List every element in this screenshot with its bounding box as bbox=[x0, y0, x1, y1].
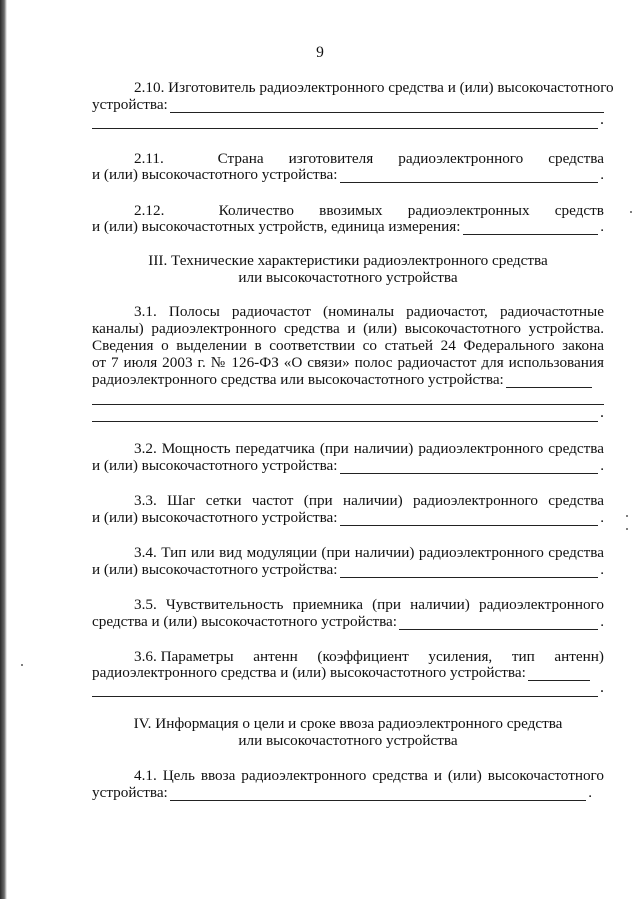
item-3-5-label: средства и (или) высокочастотного устройства: bbox=[92, 613, 398, 630]
item-3-4-field[interactable] bbox=[340, 563, 599, 578]
section-3-heading-line2: или высокочастотного устройства bbox=[238, 269, 458, 286]
end-period: . bbox=[600, 166, 604, 183]
end-period: . bbox=[588, 784, 592, 801]
item-3-2-field[interactable] bbox=[340, 459, 599, 474]
page-number: 9 bbox=[316, 44, 324, 61]
item-3-6-word: антенн) bbox=[554, 648, 604, 665]
section-4-heading-line2: или высокочастотного устройства bbox=[238, 732, 458, 749]
item-2-11-word: изготовителя bbox=[288, 150, 374, 167]
scan-speck bbox=[21, 664, 23, 666]
item-2-10-text: Изготовитель радиоэлектронного средства и (или) высокочастотного bbox=[168, 79, 614, 96]
item-2-11-word: средства bbox=[548, 150, 604, 167]
item-3-1-field-extra-2 bbox=[92, 406, 604, 422]
item-3-5-line1: 3.5. Чувствительность приемника (при наличии) радиоэлектронного bbox=[134, 596, 604, 613]
item-3-6-word: (коэффициент bbox=[317, 648, 409, 665]
item-3-4-line2 bbox=[92, 560, 604, 578]
item-4-1-line2 bbox=[92, 783, 592, 801]
section-4-heading-line1: IV. Информация о цели и сроке ввоза радиоэлектронного средства bbox=[133, 715, 563, 732]
item-2-12-word: средств bbox=[554, 202, 604, 219]
item-2-12-label: и (или) высокочастотных устройств, единица измерения: bbox=[92, 218, 461, 235]
item-3-1-field[interactable] bbox=[506, 373, 592, 388]
item-2-12-word: радиоэлектронных bbox=[407, 202, 530, 219]
item-3-1-line2: каналы) радиоэлектронного средства и (или) высокочастотного устройства. bbox=[92, 320, 604, 337]
item-3-6-label: радиоэлектронного средства и (или) высокочастотного устройства: bbox=[92, 664, 526, 681]
item-2-12-field[interactable] bbox=[463, 220, 599, 235]
item-3-1-field-line3[interactable] bbox=[92, 407, 598, 422]
item-4-1-label: устройства: bbox=[92, 784, 168, 801]
section-3-heading-line1: III. Технические характеристики радиоэлектронного средства bbox=[148, 252, 548, 269]
item-2-12-line2 bbox=[92, 217, 604, 235]
item-3-6-field[interactable] bbox=[528, 666, 590, 681]
end-period: . bbox=[600, 613, 604, 630]
scan-speck bbox=[626, 515, 628, 517]
end-period: . bbox=[600, 509, 604, 526]
item-4-1-field[interactable] bbox=[170, 786, 586, 801]
end-period: . bbox=[600, 218, 604, 235]
item-3-6-word: тип bbox=[511, 648, 535, 665]
item-2-11-field[interactable] bbox=[340, 168, 599, 183]
item-2-10-field-line2[interactable] bbox=[92, 114, 598, 129]
item-2-11-line2 bbox=[92, 165, 604, 183]
item-3-4-line1: 3.4. Тип или вид модуляции (при наличии) радиоэлектронного средства bbox=[134, 544, 604, 561]
end-period: . bbox=[600, 457, 604, 474]
item-2-10-label: устройства: bbox=[92, 96, 168, 113]
item-3-1-field-line2[interactable] bbox=[92, 390, 604, 405]
scan-speck bbox=[626, 528, 628, 530]
item-3-2-label: и (или) высокочастотного устройства: bbox=[92, 457, 338, 474]
item-3-6-field-extra bbox=[92, 681, 604, 697]
item-3-6-word: усиления, bbox=[428, 648, 493, 665]
item-2-11-number: 2.11. bbox=[134, 150, 164, 167]
item-3-1-line3: Сведения о выделении в соответствии со статьей 24 Федерального закона bbox=[92, 337, 604, 354]
item-3-2-line2 bbox=[92, 456, 604, 474]
item-3-1-line5 bbox=[92, 370, 592, 388]
item-3-5-line2 bbox=[92, 612, 604, 630]
end-period: . bbox=[600, 679, 604, 696]
item-2-12-number: 2.12. bbox=[134, 202, 165, 219]
item-3-3-field[interactable] bbox=[340, 511, 599, 526]
item-2-11-word: радиоэлектронного bbox=[398, 150, 524, 167]
end-period: . bbox=[600, 561, 604, 578]
item-3-6-line2 bbox=[92, 663, 590, 681]
item-2-10-field[interactable] bbox=[170, 98, 604, 113]
scan-speck bbox=[630, 211, 632, 213]
item-2-10-field-extra bbox=[92, 113, 604, 129]
item-3-1-line1: 3.1. Полосы радиочастот (номиналы радиочастот, радиочастотные bbox=[134, 303, 604, 320]
item-2-12-word: ввозимых bbox=[319, 202, 383, 219]
item-2-11-word: Страна bbox=[217, 150, 264, 167]
item-3-3-label: и (или) высокочастотного устройства: bbox=[92, 509, 338, 526]
item-3-2-line1: 3.2. Мощность передатчика (при наличии) радиоэлектронного средства bbox=[134, 440, 604, 457]
end-period: . bbox=[600, 111, 604, 128]
item-3-3-line2 bbox=[92, 508, 604, 526]
item-2-10-line2 bbox=[92, 95, 604, 113]
item-3-6-word: 3.6. Параметры bbox=[134, 648, 234, 665]
item-3-1-field-extra-1 bbox=[92, 389, 604, 405]
item-2-11-label: и (или) высокочастотного устройства: bbox=[92, 166, 338, 183]
item-3-6-field-line2[interactable] bbox=[92, 682, 598, 697]
item-3-1-label: радиоэлектронного средства или высокочастотного устройства: bbox=[92, 371, 504, 388]
item-2-10-number: 2.10. bbox=[134, 79, 165, 96]
item-4-1-line1: 4.1. Цель ввоза радиоэлектронного средства и (или) высокочастотного bbox=[134, 767, 604, 784]
item-3-5-field[interactable] bbox=[399, 615, 598, 630]
item-3-6-word: антенн bbox=[253, 648, 298, 665]
end-period: . bbox=[600, 404, 604, 421]
item-3-3-line1: 3.3. Шаг сетки частот (при наличии) радиоэлектронного средства bbox=[134, 492, 604, 509]
item-3-1-line4: от 7 июля 2003 г. № 126-ФЗ «О связи» полос радиочастот для использования bbox=[92, 354, 604, 371]
item-3-4-label: и (или) высокочастотного устройства: bbox=[92, 561, 338, 578]
item-2-12-word: Количество bbox=[218, 202, 294, 219]
